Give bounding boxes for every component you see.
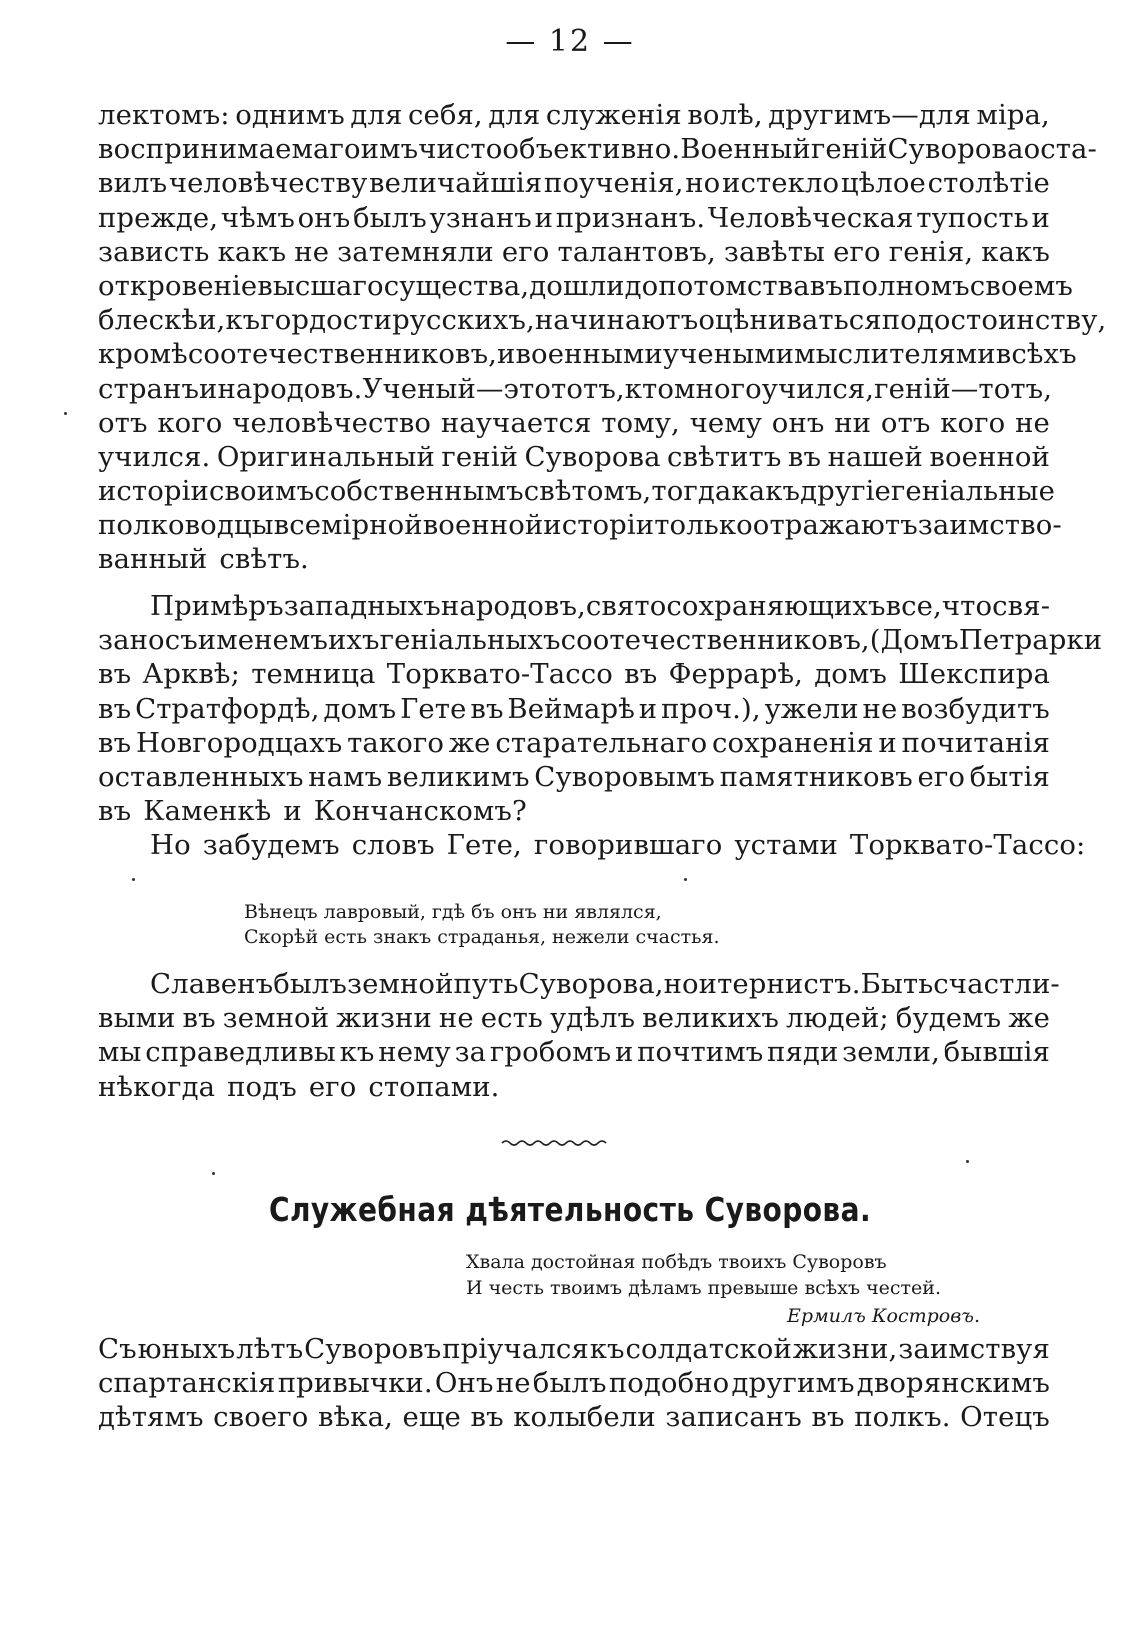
text-line: спартанскія привычки. Онъ не былъ подобно другимъ дворянскимъ — [98, 1367, 1050, 1400]
text-line: Но забудемъ словъ Гете, говорившаго устами Торквато-Тассо: — [150, 829, 1086, 862]
text-line: зависть какъ не затемняли его талантовъ, завѣты его генія, какъ — [98, 235, 1050, 268]
text-line: кромѣ соотечественниковъ, и военными учеными мыслителями всѣхъ — [98, 338, 1077, 371]
print-speck — [64, 412, 67, 415]
text-line: исторіи своимъ собственнымъ свѣтомъ, тогда какъ другіе геніальные — [98, 475, 1056, 508]
section-heading: Служебная дѣятельность Суворова. — [268, 1190, 872, 1229]
paragraph-western-example — [98, 589, 1103, 863]
text-line: отъ кого человѣчество научается тому, чему онъ ни отъ кого не — [98, 406, 1050, 439]
epigraph-author: Ермилъ Костровъ. — [787, 1305, 980, 1327]
text-line: прежде, чѣмъ онъ былъ узнанъ и признанъ. Человѣческая тупость и — [98, 201, 1050, 234]
wavy-divider — [500, 1137, 608, 1149]
text-line: Съ юныхъ лѣтъ Суворовъ пріучался къ солдатской жизни, заимствуя — [98, 1333, 1050, 1365]
text-line: зано съ именемъ ихъ геніальныхъ соотечественниковъ, (Домъ Петрарки — [98, 624, 1103, 657]
epigraph-line: Хвала достойная побѣдъ твоихъ Суворовъ — [466, 1251, 887, 1273]
text-line: въ Каменкѣ и Кончанскомъ? — [98, 795, 527, 828]
paragraph-glorious-path — [98, 967, 1060, 1104]
print-speck — [684, 878, 687, 881]
paragraph-youth — [98, 1332, 1050, 1435]
text-line: выми въ земной жизни не есть удѣлъ великихъ людей; будемъ же — [98, 1002, 1050, 1035]
text-line: полководцы всемірной военной исторіи только отражаютъ заимство- — [98, 509, 1062, 542]
text-line: вилъ человѣчеству величайшія поученія, но истекло цѣлое столѣтіе — [98, 167, 1050, 200]
paragraph-genius — [98, 98, 1107, 577]
text-line: воспринимаемаго имъ чисто объективно. Военный геній Суворова оста- — [98, 133, 1097, 166]
text-line: блескѣ и, къ гордости русскихъ, начинаютъ оцѣниваться по достоинству, — [98, 304, 1107, 337]
poem-line: Скорѣй есть знакъ страданья, нежели счастья. — [244, 926, 720, 948]
text-line: учился. Оригинальный геній Суворова свѣтитъ въ нашей военной — [98, 440, 1050, 473]
text-line: лектомъ: однимъ для себя, для служенія волѣ, другимъ—для міра, — [98, 99, 1050, 131]
text-line: ванный свѣтъ. — [98, 543, 309, 576]
text-line: въ Стратфордѣ, домъ Гете въ Веймарѣ и проч.), ужели не возбудитъ — [98, 692, 1050, 725]
epigraph-line: И честь твоимъ дѣламъ превыше всѣхъ честей. — [466, 1277, 942, 1299]
poem-quote — [244, 900, 720, 950]
text-line: странъ и народовъ. Ученый—это тотъ, кто много учился, геній—тотъ, — [98, 372, 1053, 405]
print-speck — [132, 878, 135, 881]
print-speck — [212, 1172, 215, 1175]
text-line: дѣтямъ своего вѣка, еще въ колыбели записанъ въ полкъ. Отецъ — [98, 1401, 1050, 1434]
page-number: — 12 — — [505, 24, 635, 59]
text-line: Славенъ былъ земной путь Суворова, но и тернистъ. Быть счастли- — [150, 968, 1060, 1000]
print-speck — [966, 1160, 969, 1163]
text-line: въ Арквѣ; темница Торквато-Тассо въ Феррарѣ, домъ Шекспира — [98, 658, 1050, 691]
text-line: нѣкогда подъ его стопами. — [98, 1070, 500, 1103]
text-line: оставленныхъ намъ великимъ Суворовымъ памятниковъ его бытія — [98, 760, 1050, 793]
text-line: мы справедливы къ нему за гробомъ и почтимъ пяди земли, бывшія — [98, 1036, 1050, 1069]
text-line: откровеніе высшаго существа, дошли до потомства въ полномъ своемъ — [98, 269, 1073, 302]
poem-line: Вѣнецъ лавровый, гдѣ бъ онъ ни являлся, — [244, 901, 662, 923]
text-line: въ Новгородцахъ такого же старательнаго сохраненія и почитанія — [98, 726, 1050, 759]
epigraph — [466, 1249, 941, 1301]
text-line: Примѣръ западныхъ народовъ, свято сохраняющихъ все, что свя- — [150, 590, 1051, 622]
